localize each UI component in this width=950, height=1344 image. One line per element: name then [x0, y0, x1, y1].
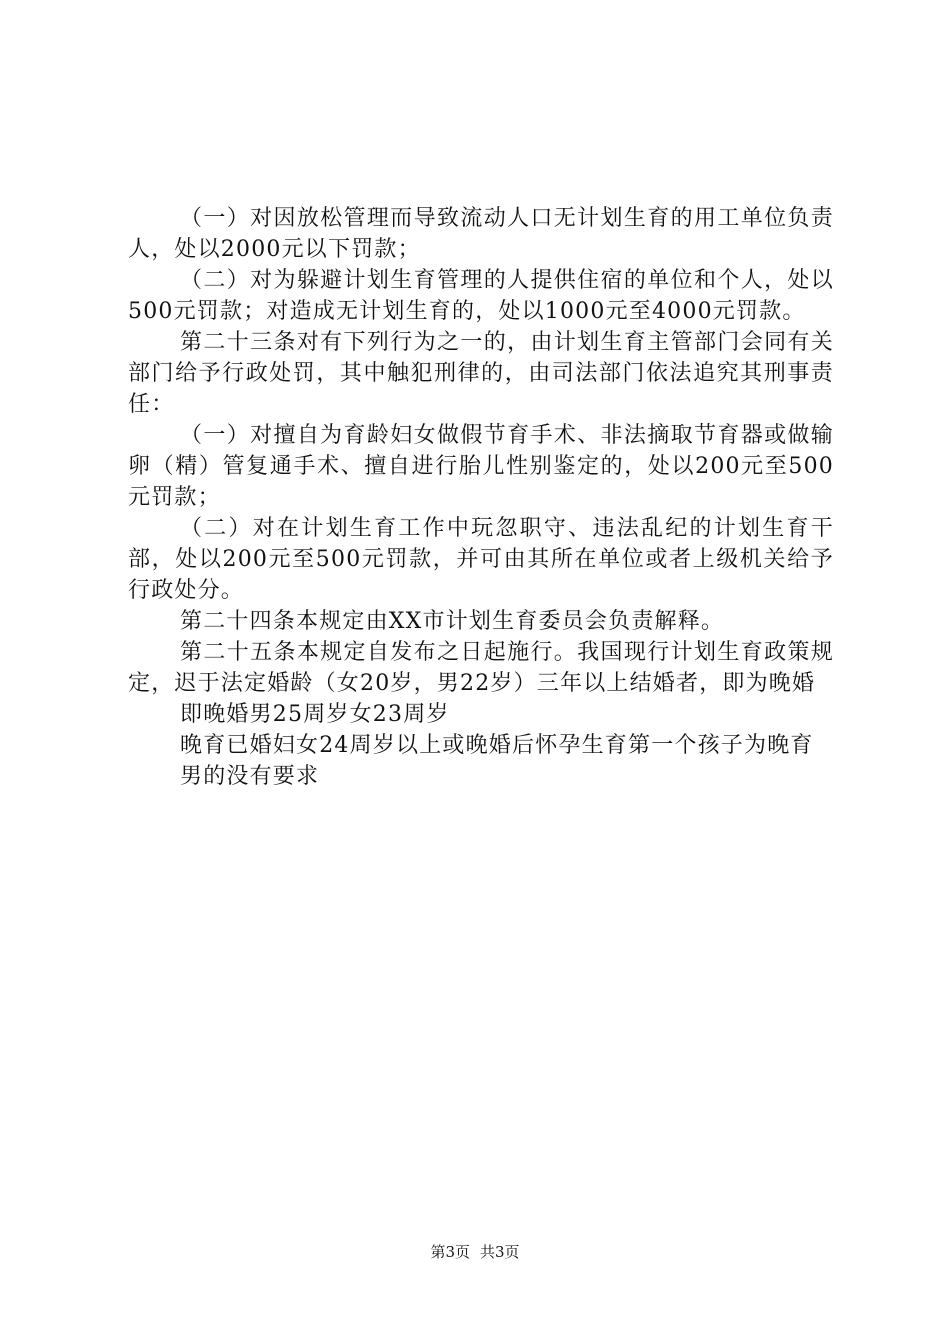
paragraph-late-marriage: 即晚婚男25周岁女23周岁: [180, 702, 450, 727]
page-number: 第3页: [430, 1243, 470, 1261]
page-total: 共3页: [480, 1243, 520, 1261]
paragraph-penalty-surgery: （一）对擅自为育龄妇女做假节育手术、非法摘取节育器或做输卵（精）管复通手术、擅自进行胎儿性别鉴定的，处以200元至500元罚款；: [128, 423, 834, 510]
paragraph-penalty-employer: （一）对因放松管理而导致流动人口无计划生育的用工单位负责人，处以2000元以下罚款；: [128, 206, 834, 262]
paragraph-male-note: 男的没有要求: [180, 764, 320, 789]
paragraph-article-25: 第二十五条本规定自发布之日起施行。我国现行计划生育政策规定，迟于法定婚龄（女20岁，男22岁）三年以上结婚者，即为晚婚: [128, 640, 834, 696]
paragraph-article-24: 第二十四条本规定由XX市计划生育委员会负责解释。: [180, 609, 725, 634]
document-body: [128, 203, 834, 792]
paragraph-penalty-lodging: （二）对为躲避计划生育管理的人提供住宿的单位和个人，处以500元罚款；对造成无计划生育的，处以1000元至4000元罚款。: [128, 268, 834, 324]
paragraph-late-childbirth: 晚育已婚妇女24周岁以上或晚婚后怀孕生育第一个孩子为晚育: [180, 733, 814, 758]
paragraph-penalty-cadres: （二）对在计划生育工作中玩忽职守、违法乱纪的计划生育干部，处以200元至500元罚款，并可由其所在单位或者上级机关给予行政处分。: [128, 516, 834, 603]
paragraph-article-23: 第二十三条对有下列行为之一的，由计划生育主管部门会同有关部门给予行政处罚，其中触犯刑律的，由司法部门依法追究其刑事责任：: [128, 330, 834, 417]
page-footer: [0, 1242, 950, 1262]
